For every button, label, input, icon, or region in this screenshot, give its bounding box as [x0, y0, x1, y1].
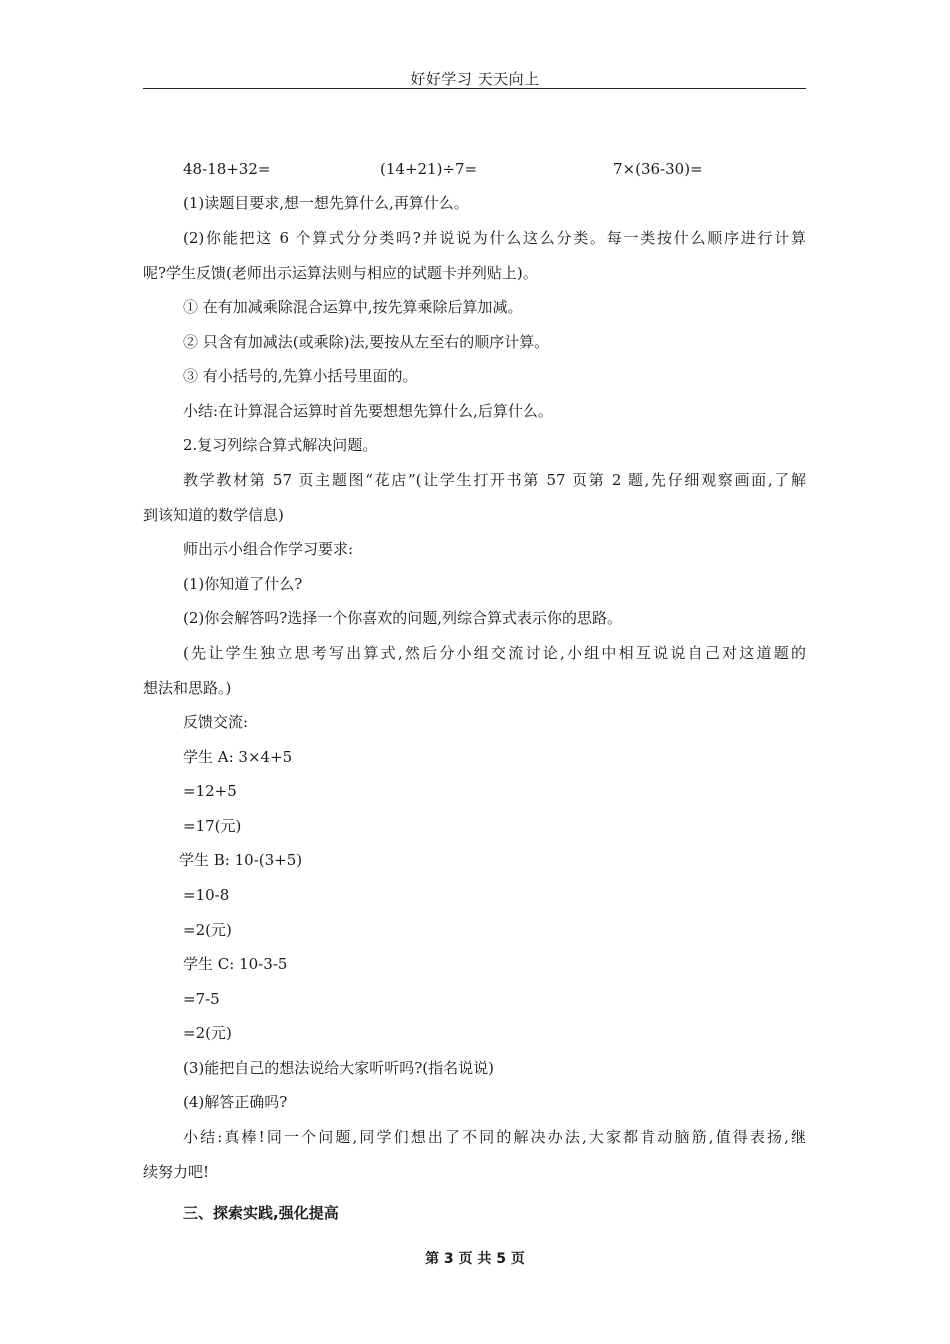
rule-item: ② 只含有加减法(或乘除)法,要按从左至右的顺序计算。 [183, 333, 550, 351]
summary-line: 小结:真棒!同一个问题,同学们想出了不同的解决办法,大家都肯动脑筋,值得表扬,继 [183, 1128, 806, 1146]
student-answer-line: =10-8 [183, 886, 230, 904]
student-answer-line: =12+5 [183, 782, 237, 800]
paragraph-line: (2)你能把这 6 个算式分分类吗?并说说为什么这么分类。每一类按什么顺序进行计算 [183, 229, 806, 247]
equation-2: (14+21)÷7= [380, 160, 478, 178]
question-line: (2)你会解答吗?选择一个你喜欢的问题,列综合算式表示你的思路。 [183, 609, 623, 627]
paragraph-line: 想法和思路。) [143, 679, 232, 697]
student-answer-line: 学生 B: 10-(3+5) [179, 851, 303, 869]
question-line: (3)能把自己的想法说给大家听听吗?(指名说说) [183, 1059, 494, 1077]
equation-1: 48-18+32= [183, 160, 271, 178]
question-line: (4)解答正确吗? [183, 1093, 288, 1111]
subheading: 2.复习列综合算式解决问题。 [183, 436, 378, 454]
summary-line: 续努力吧! [143, 1163, 210, 1181]
student-answer-line: =17(元) [183, 817, 242, 835]
student-answer-line: =2(元) [183, 921, 232, 939]
student-answer-line: 学生 C: 10-3-5 [183, 955, 288, 973]
student-answer-line: =7-5 [183, 990, 220, 1008]
rule-item: ① 在有加减乘除混合运算中,按先算乘除后算加减。 [183, 298, 523, 316]
paragraph-line: 师出示小组合作学习要求: [183, 540, 354, 558]
page-number: 第 3 页 共 5 页 [425, 1251, 525, 1267]
paragraph-line: 反馈交流: [183, 713, 249, 731]
paragraph-line: (1)读题目要求,想一想先算什么,再算什么。 [183, 194, 469, 212]
paragraph-line: 到该知道的数学信息) [143, 506, 284, 524]
equation-3: 7×(36-30)= [613, 160, 703, 178]
rule-item: ③ 有小括号的,先算小括号里面的。 [183, 367, 418, 385]
paragraph-line: 教学教材第 57 页主题图“花店”(让学生打开书第 57 页第 2 题,先仔细观察画面,了解 [183, 471, 806, 489]
header-divider [143, 88, 806, 89]
student-answer-line: =2(元) [183, 1024, 232, 1042]
section-heading: 三、探索实践,强化提高 [183, 1204, 339, 1222]
summary-line: 小结:在计算混合运算时首先要想想先算什么,后算什么。 [183, 402, 553, 420]
paragraph-line: 呢?学生反馈(老师出示运算法则与相应的试题卡并列贴上)。 [143, 264, 538, 282]
page-header-title: 好好学习 天天向上 [410, 70, 540, 88]
student-answer-line: 学生 A: 3×4+5 [183, 748, 293, 766]
question-line: (1)你知道了什么? [183, 575, 303, 593]
paragraph-line: (先让学生独立思考写出算式,然后分小组交流讨论,小组中相互说说自己对这道题的 [183, 644, 806, 662]
